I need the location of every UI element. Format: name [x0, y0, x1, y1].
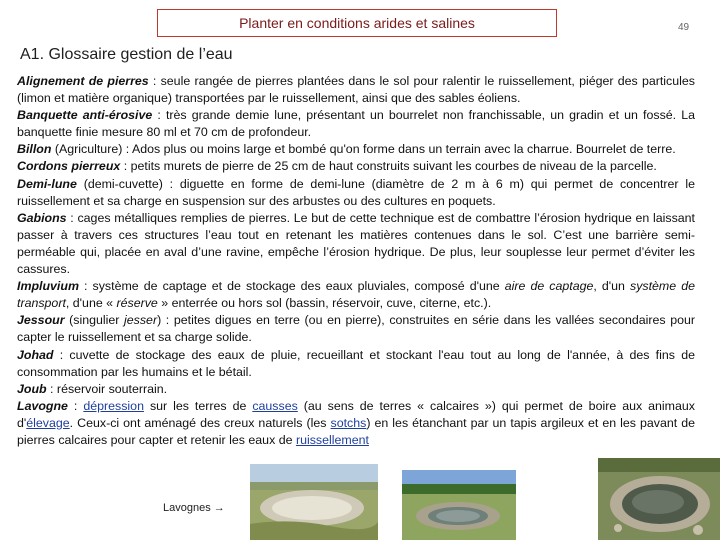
lavogne-photo-2	[402, 470, 516, 540]
glossary-term: Impluvium	[17, 279, 79, 294]
glossary-italic: réserve	[116, 296, 158, 311]
link-ruissellement[interactable]: ruissellement	[295, 432, 369, 447]
glossary-term: Lavogne	[17, 398, 68, 413]
glossary-entry	[17, 73, 695, 107]
glossary-entry	[17, 278, 695, 312]
glossary-term: Johad	[17, 347, 54, 362]
glossary-definition: . Ceux-ci ont aménagé des creux naturels (les	[69, 415, 331, 430]
glossary-definition: : système de captage et de stockage des eaux pluviales, composé d'une	[78, 279, 505, 294]
slide-title-box	[157, 9, 557, 37]
glossary-term: Gabions	[17, 210, 67, 225]
glossary-entry	[17, 312, 695, 346]
glossary-italic: aire de captage	[504, 279, 594, 294]
glossary-definition: : petits murets de pierre de 25 cm de haut construits suivant les courbes de niveau de la parcelle.	[120, 159, 657, 174]
glossary-definition: : cages métalliques remplies de pierres. Le but de cette technique est de combattre l’érosion hydrique en laissant passer à travers ces structures l’eau tout en retenant les matières contenues dans le sol. C’est une barrière semi-perméable qui, placée en aval d’une ravine, empêche l’érosion hydrique. De plus, leur souplesse leur permet d’éviter les cassures.	[17, 210, 695, 277]
glossary-definition: (au sens de terres « calcaires ») qui permet de boire aux animaux d'	[17, 398, 695, 430]
glossary-definition: (singulier	[64, 313, 125, 328]
glossary-definition: : très grande demie lune, présentant un bourrelet non franchissable, un gradin et un fossé. La banquette finie mesure 80 ml et 70 cm de profondeur.	[17, 108, 696, 140]
link-depression[interactable]: dépression	[83, 398, 144, 413]
glossary-term: Cordons pierreux	[17, 159, 121, 174]
page-number: 49	[678, 22, 690, 33]
glossary-entry	[17, 107, 695, 141]
glossary-definition: sur les terres de	[143, 398, 253, 413]
glossary-entry	[17, 210, 695, 278]
glossary-definition: : cuvette de stockage des eaux de pluie, recueillant et stockant l'eau tout au long de l'année, à des fins de consommation par les humains et le bétail.	[17, 347, 695, 379]
glossary-entry	[17, 398, 695, 449]
glossary-definition: (demi-cuvette) : diguette en forme de demi-lune (diamètre de 2 m à 6 m) qui permet de concentrer le ruissellement et sa charge en suspension sur des arbustes ou des cultures en poquets.	[17, 176, 695, 208]
slide-title: Planter en conditions arides et salines	[239, 15, 475, 31]
link-causses[interactable]: causses	[252, 398, 298, 413]
glossary-term: Demi-lune	[17, 176, 77, 191]
glossary-definition: : seule rangée de pierres plantées dans le sol pour ralentir le ruissellement, piéger des particules (limon et matière organique) transportées par le ruissellement, ainsi que des sables éoliens.	[17, 74, 695, 106]
glossary-definition: , d'une «	[65, 296, 117, 311]
glossary-entry	[17, 381, 695, 398]
glossary-entry	[17, 158, 695, 175]
photo-caption: Lavognes →	[163, 502, 225, 514]
glossary-term: Jessour	[17, 313, 65, 328]
glossary-definition: » enterrée ou hors sol (bassin, réservoir, cuve, citerne, etc.).	[157, 296, 492, 311]
glossary-body	[17, 73, 695, 449]
glossary-definition: : réservoir souterrain.	[46, 381, 168, 396]
lavogne-photo-3	[598, 458, 720, 540]
glossary-italic: système de transport	[17, 279, 695, 311]
glossary-entry	[17, 141, 695, 158]
glossary-term: Alignement de pierres	[17, 74, 149, 88]
glossary-term: Joub	[17, 381, 47, 396]
glossary-definition: (Agriculture) : Ados plus ou moins large et bombé qu'on forme dans un terrain avec la charrue. Bourrelet de terre.	[51, 142, 676, 157]
link-sotchs[interactable]: sotchs	[330, 415, 367, 430]
section-heading: A1. Glossaire gestion de l’eau	[20, 46, 233, 63]
glossary-definition: :	[67, 398, 84, 413]
link-elevage[interactable]: élevage	[26, 415, 70, 430]
glossary-entry	[17, 347, 695, 381]
glossary-definition: ) : petites digues en terre (ou en pierre), construites en série dans les vallées secondaires pour capter le ruissellement et sa charge solide.	[17, 313, 695, 345]
lavogne-photo-1	[250, 464, 378, 540]
glossary-entry	[17, 176, 695, 210]
glossary-definition: ) en les étanchant par un tapis argileux et en les pavant de pierres calcaires pour capter et retenir les eaux de	[17, 415, 695, 447]
glossary-term: Banquette anti-érosive	[17, 108, 153, 123]
glossary-italic: jesser	[124, 313, 158, 328]
glossary-definition: , d'un	[593, 279, 631, 294]
glossary-term: Billon	[17, 142, 52, 157]
